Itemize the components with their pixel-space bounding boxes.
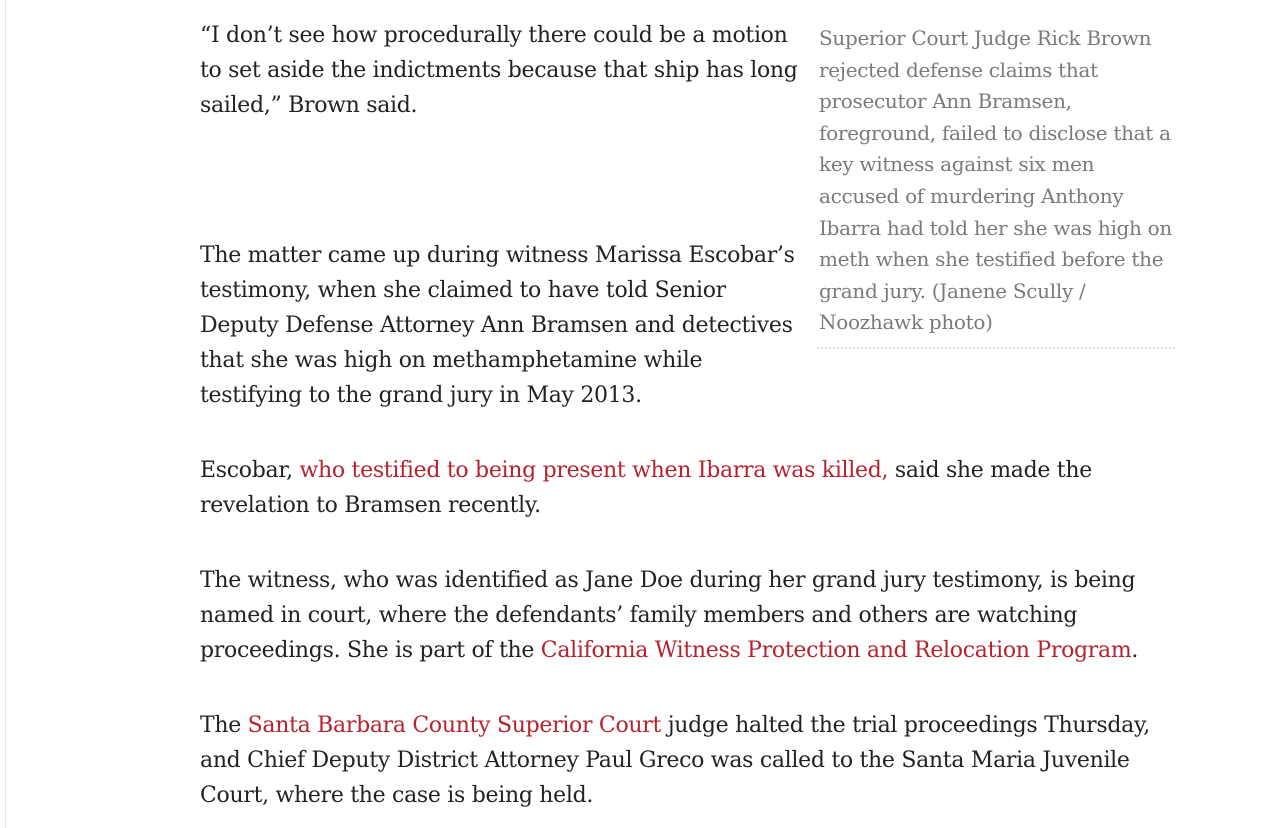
photo-caption: Superior Court Judge Rick Brown rejected defense claims that prosecutor Ann Bramsen, foreground, failed to disclose that a key witness against six men accused of murdering Anthony Ibarra had told her she was high on meth when she testified before the grand jury. (Janene Scully / Noozhawk photo) — [819, 26, 1173, 335]
superior-court-link[interactable]: Santa Barbara County Superior Court — [247, 713, 662, 738]
paragraph-text: judge halted the trial proceedings Thursday, and Chief Deputy District Attorney Paul Greco was called to the Santa Maria Juvenile Court, where the case is being held. — [200, 713, 1150, 808]
paragraph-text: said she made the revelation to Bramsen recently. — [200, 458, 1092, 518]
paragraph-text: The witness, who was identified as Jane Doe during her grand jury testimony, is being named in court, where the defendants’ family members and others are watching proceedings. She is part of the — [200, 568, 1136, 663]
witness-paragraph — [200, 563, 1180, 668]
paragraph-text: . — [1131, 638, 1139, 663]
escobar-paragraph — [200, 453, 1180, 523]
paragraph-text: Escobar, — [200, 458, 300, 483]
court-paragraph — [200, 708, 1180, 813]
page-left-border — [5, 0, 6, 828]
testimony-paragraph: The matter came up during witness Marissa Escobar’s testimony, when she claimed to have told Senior Deputy Defense Attorney Ann Bramsen and detectives that she was high on methamphetamine while testifying to the grand jury in May 2013. — [200, 243, 795, 408]
ibarra-killed-link[interactable]: who testified to being present when Ibarra was killed, — [299, 458, 889, 483]
witness-protection-link[interactable]: California Witness Protection and Relocation Program — [540, 638, 1132, 663]
paragraph-text: The — [200, 713, 248, 738]
quote-paragraph: “I don’t see how procedurally there could be a motion to set aside the indictments because that ship has long sailed,” Brown said. — [200, 23, 798, 118]
caption-divider — [817, 347, 1175, 349]
